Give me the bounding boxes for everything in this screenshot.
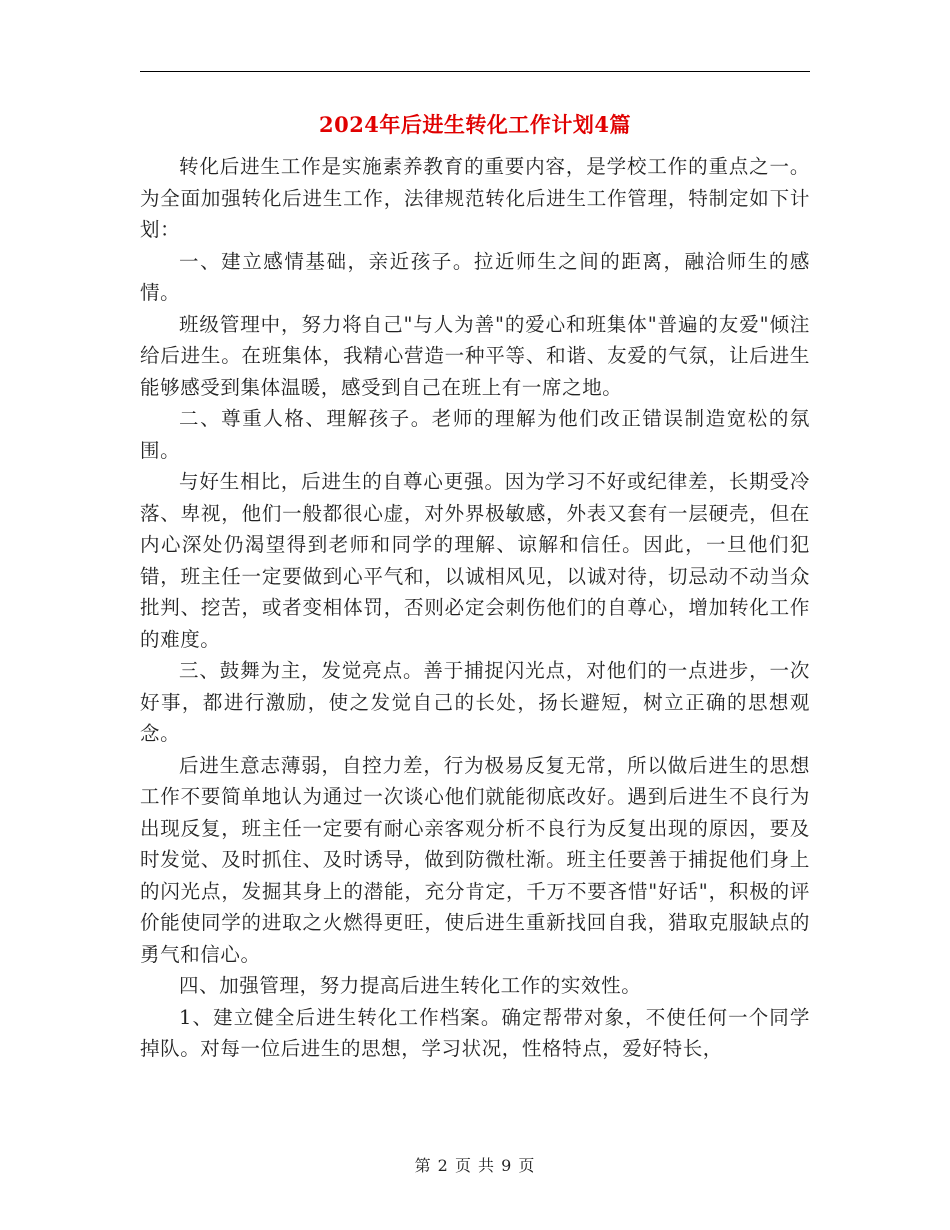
paragraph-intro: 转化后进生工作是实施素养教育的重要内容，是学校工作的重点之一。为全面加强转化后进生工作，法律规范转化后进生工作管理，特制定如下计划： — [140, 155, 810, 241]
paragraph-section-1-body: 班级管理中，努力将自己"与人为善"的爱心和班集体"普遍的友爱"倾注给后进生。在班集体，我精心营造一种平等、和谐、友爱的气氛，让后进生能够感受到集体温暖，感受到自己在班上有一席之地。 — [140, 312, 810, 399]
paragraph-section-2-heading: 二、尊重人格、理解孩子。老师的理解为他们改正错误制造宽松的氛围。 — [140, 407, 810, 462]
paragraph-section-3-heading: 三、鼓舞为主，发觉亮点。善于捕捉闪光点，对他们的一点进步，一次好事，都进行激励，使之发觉自己的长处，扬长避短，树立正确的思想观念。 — [140, 659, 810, 745]
page-number: 第 2 页 共 9 页 — [414, 1156, 536, 1175]
paragraph-section-3-body: 后进生意志薄弱，自控力差，行为极易反复无常，所以做后进生的思想工作不要简单地认为通过一次谈心他们就能彻底改好。遇到后进生不良行为出现反复，班主任一定要有耐心亲客观分析不良行为反复出现的原因，要及时发觉、及时抓住、及时诱导，做到防微杜渐。班主任要善于捕捉他们身上的闪光点，发掘其身上的潜能，充分肯定，千万不要吝惜"好话"，积极的评价能使同学的进取之火燃得更旺，使后进生重新找回自我，猎取克服缺点的勇气和信心。 — [140, 753, 810, 966]
document-body — [140, 151, 810, 1065]
paragraph-section-4-heading: 四、加强管理，努力提高后进生转化工作的实效性。 — [179, 974, 642, 997]
paragraph-section-2-body: 与好生相比，后进生的自尊心更强。因为学习不好或纪律差，长期受冷落、卑视，他们一般都很心虚，对外界极敏感，外表又套有一层硬壳，但在内心深处仍渴望得到老师和同学的理解、谅解和信任。因此，一旦他们犯错，班主任一定要做到心平气和，以诚相风见，以诚对待，切忌动不动当众批判、挖苦，或者变相体罚，否则必定会刺伤他们的自尊心，增加转化工作的难度。 — [140, 470, 810, 651]
paragraph-section-1-heading: 一、建立感情基础，亲近孩子。拉近师生之间的距离，融洽师生的感情。 — [140, 249, 810, 304]
paragraph-section-4-item-1: 1、建立健全后进生转化工作档案。确定帮带对象，不使任何一个同学掉队。对每一位后进生的思想，学习状况，性格特点，爱好特长， — [140, 1005, 810, 1060]
header-rule — [140, 71, 810, 72]
document-title: 2024年后进生转化工作计划4篇 — [318, 112, 632, 137]
